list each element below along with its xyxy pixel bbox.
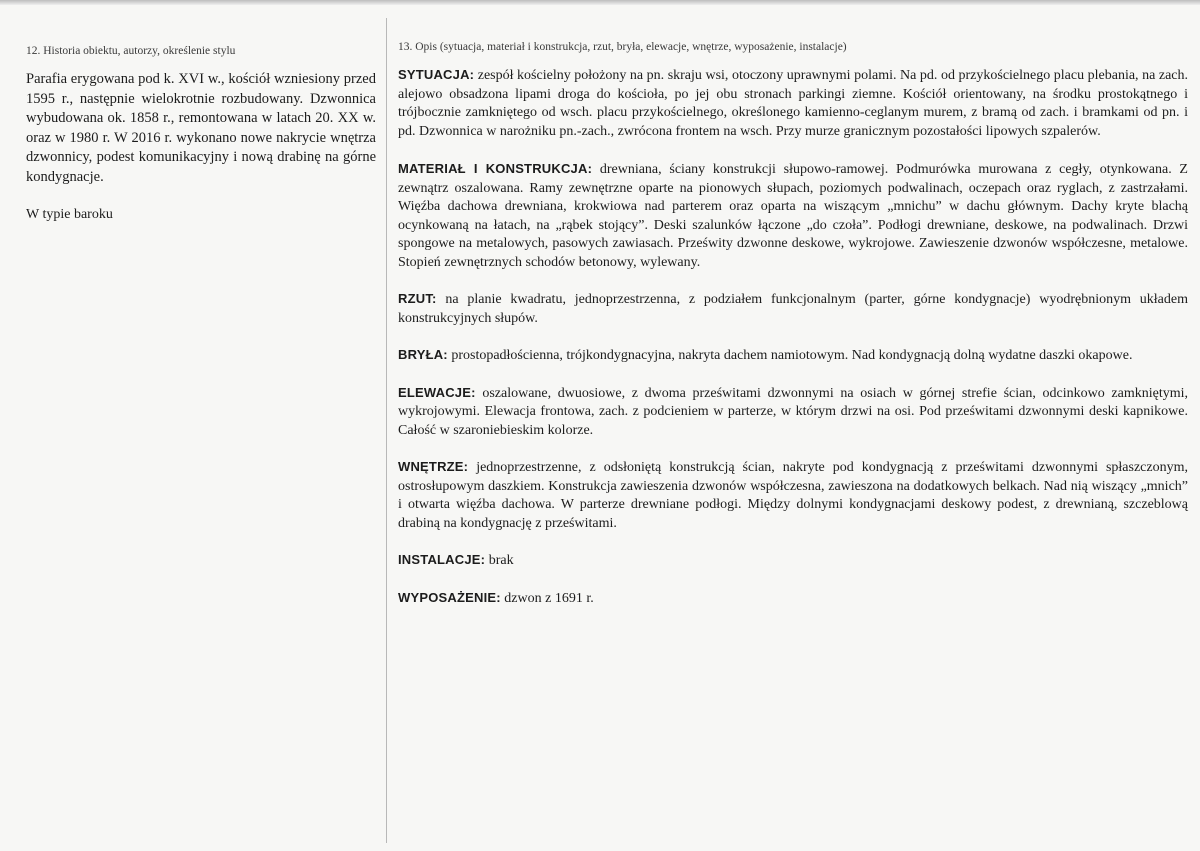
description-column [398, 40, 1188, 608]
section-label: WYPOSAŻENIE: [398, 589, 501, 605]
history-heading: 12. Historia obiektu, autorzy, określenie stylu [26, 45, 236, 57]
section-instalacje [398, 551, 1188, 571]
section-label: SYTUACJA: [398, 67, 475, 82]
section-label: RZUT: [398, 291, 437, 306]
section-text: oszalowane, dwuosiowe, z dwoma prześwitami dzwonnymi na osiach w górnej strefie ścian, odcinkowo zamkniętymi, wykrojowymi. Elewacja frontowa, zach. z podcieniem w parterze, w którym drzwi na osi. Pod prześwitami dzwonnymi deski kapnikowe. Całość w szaroniebieskim kolorze. [398, 385, 1188, 438]
history-paragraph: Parafia erygowana pod k. XVI w., kościół wzniesiony przed 1595 r., następnie wielokrotnie rozbudowany. Dzwonnica wybudowana ok. 1858 r., remontowana w latach 20. XX w. oraz w 1980 r. W 2016 r. wykonano nowe nakrycie wnętrza dzwonnicy, podest komunikacyjny i nową drabinę na górne kondygnacje. [26, 71, 376, 185]
section-label: MATERIAŁ I KONSTRUKCJA: [398, 161, 593, 176]
column-divider [386, 18, 387, 843]
section-label: ELEWACJE: [398, 384, 476, 400]
section-label: WNĘTRZE: [398, 459, 469, 474]
style-designation: W typie baroku [26, 207, 113, 222]
section-text: brak [485, 553, 514, 568]
history-column [26, 44, 376, 238]
section-text: jednoprzestrzenne, z odsłoniętą konstrukcją ścian, nakryte pod kondygnacją z prześwitami dzwonnymi spłaszczonym, ostrosłupowym daszkiem. Konstrukcja zawieszenia dzwonów współczesna, zawieszona na dodatkowych belkach. Nad nią wiszący „mnich” i otwarta więźba dachowa. W parterze drewniane podłogi. Między dolnymi kondygnacjami deskowy podest, z drewnianą, szczeblową drabiną na kondygnację z prześwitami. [398, 460, 1188, 531]
section-sytuacja [398, 66, 1188, 141]
section-text: na planie kwadratu, jednoprzestrzenna, z podziałem funkcjonalnym (parter, górne kondygnacje) wyodrębnionym układem konstrukcyjnych słupów. [398, 292, 1188, 326]
section-wnetrze [398, 458, 1188, 533]
section-text: dzwon z 1691 r. [500, 590, 594, 606]
section-text: zespół kościelny położony na pn. skraju wsi, otoczony uprawnymi polami. Na pd. od przykościelnego placu plebania, na zach. alejowo obsadzona lipami droga do kościoła, po jej obu stronach parkingi ziemne. Kościół orientowany, na środku prostokątnego i trójbocznie zamkniętego od wsch. placu przykościelnego, określonego kamienno-ceglanym murem, z bramą od zach. i bramkami od pn. i pd. Dzwonnica w narożniku pn.-zach., zwrócona frontem na wsch. Przy murze granicznym pozostałości lipowych szpalerów. [398, 68, 1188, 139]
section-text: drewniana, ściany konstrukcji słupowo-ramowej. Podmurówka murowana z cegły, otynkowana. Z zewnątrz oszalowana. Ramy zewnętrzne oparte na pionowych słupach, poziomych podwalinach, oczepach oraz ryglach, z zastrzałami. Więźba dachowa drewniana, krokwiowa nad parterem oraz oparta na wiszącym „mnichu” w dachu głównym. Dachy kryte blachą ocynkowaną na łatach, na „rąbek stojący”. Deski szalunków łączone „do czoła”. Podłogi drewniane, deskowe, na podwalinach. Drzwi spongowe na metalowych, pasowych zawiasach. Prześwity dzwonne deskowe, wykrojowe. Zawieszenie dzwonów współczesne, metalowe. Stopień zewnętrznych schodów betonowy, wylewany. [398, 162, 1188, 270]
description-heading: 13. Opis (sytuacja, materiał i konstrukcja, rzut, bryła, elewacje, wnętrze, wyposażenie, instalacje) [398, 41, 847, 53]
section-text: prostopadłościenna, trójkondygnacyjna, nakryta dachem namiotowym. Nad kondygnacją dolną wydatne daszki okapowe. [447, 348, 1133, 363]
scan-top-edge [0, 0, 1200, 5]
section-wyposazenie [398, 589, 1188, 609]
section-elewacje [398, 384, 1188, 441]
section-label: BRYŁA: [398, 347, 448, 362]
section-rzut [398, 290, 1188, 328]
section-material [398, 160, 1188, 272]
section-bryla [398, 346, 1188, 366]
section-label: INSTALACJE: [398, 552, 486, 567]
